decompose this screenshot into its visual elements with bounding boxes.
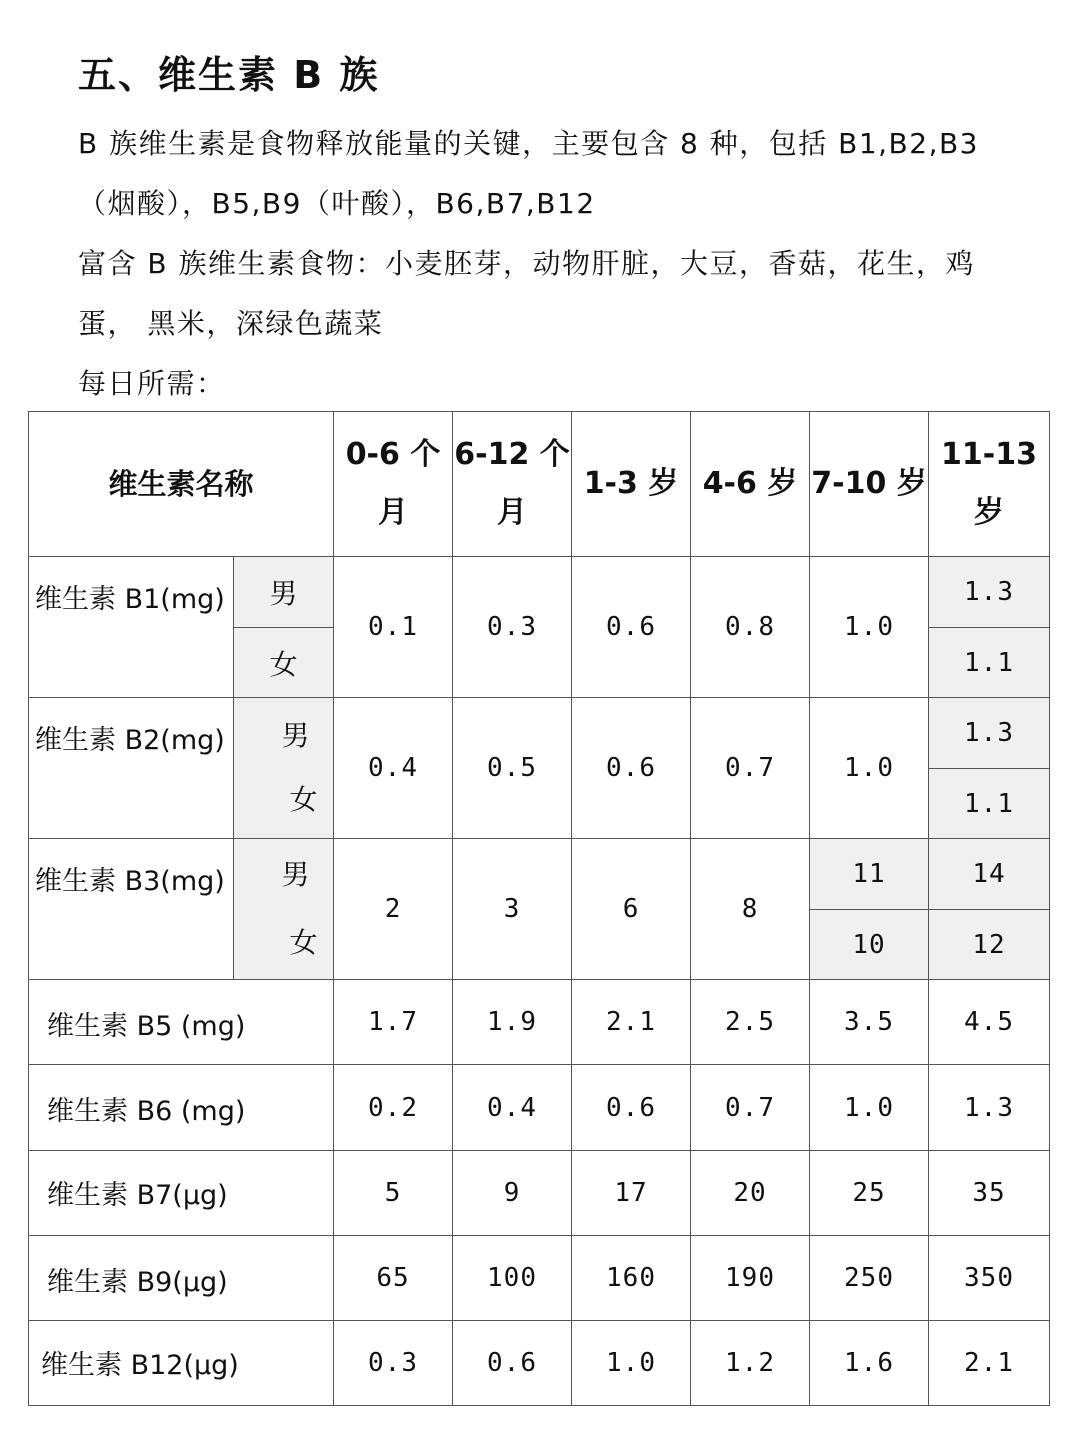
header-age: 4-6 岁 (691, 412, 810, 557)
value-cell: 0.4 (453, 1065, 572, 1151)
value-cell: 1.0 (810, 557, 929, 698)
value-cell: 65 (334, 1236, 453, 1321)
value-cell-female: 12 (929, 910, 1050, 980)
sex-female: 女 (289, 783, 318, 816)
value-cell: 0.6 (572, 557, 691, 698)
value-cell: 0.3 (334, 1321, 453, 1406)
value-cell: 160 (572, 1236, 691, 1321)
sex-male: 男 (281, 719, 310, 752)
value-cell: 2.5 (691, 980, 810, 1065)
value-cell: 3 (453, 839, 572, 980)
value-cell-male: 1.3 (929, 557, 1050, 628)
value-cell: 9 (453, 1151, 572, 1236)
value-cell: 3.5 (810, 980, 929, 1065)
sex-male: 男 (234, 557, 334, 628)
value-cell: 0.7 (691, 1065, 810, 1151)
daily-label: 每日所需： (78, 367, 226, 400)
value-cell: 8 (691, 839, 810, 980)
value-cell: 0.6 (572, 1065, 691, 1151)
value-cell: 0.8 (691, 557, 810, 698)
value-cell: 4.5 (929, 980, 1050, 1065)
value-cell-female: 1.1 (929, 769, 1050, 839)
value-cell: 190 (691, 1236, 810, 1321)
value-cell: 35 (929, 1151, 1050, 1236)
value-cell: 0.2 (334, 1065, 453, 1151)
row-name-b6: 维生素 B6 (mg) (29, 1065, 334, 1151)
value-cell: 0.7 (691, 698, 810, 839)
sex-male-female (234, 698, 334, 839)
value-cell-male: 14 (929, 839, 1050, 910)
row-name-b1: 维生素 B1(mg) (29, 557, 234, 698)
value-cell: 1.0 (810, 1065, 929, 1151)
foods-paragraph: 富含 B 族维生素食物：小麦胚芽，动物肝脏，大豆，香菇，花生，鸡蛋， 黑米，深绿色蔬菜 (78, 247, 976, 340)
row-name-b9: 维生素 B9(μg) (29, 1236, 334, 1321)
value-cell: 0.3 (453, 557, 572, 698)
header-vitamin-name: 维生素名称 (29, 412, 334, 557)
value-cell: 2.1 (572, 980, 691, 1065)
value-cell: 1.7 (334, 980, 453, 1065)
value-cell: 25 (810, 1151, 929, 1236)
value-cell: 0.1 (334, 557, 453, 698)
value-cell: 17 (572, 1151, 691, 1236)
value-cell: 2.1 (929, 1321, 1050, 1406)
header-age: 0-6 个月 (334, 412, 453, 557)
value-cell: 0.6 (572, 698, 691, 839)
value-cell: 20 (691, 1151, 810, 1236)
row-name-b2: 维生素 B2(mg) (29, 698, 234, 839)
value-cell-female: 1.1 (929, 628, 1050, 698)
value-cell: 0.4 (334, 698, 453, 839)
value-cell: 5 (334, 1151, 453, 1236)
value-cell-female: 10 (810, 910, 929, 980)
value-cell: 1.0 (810, 698, 929, 839)
row-name-b7: 维生素 B7(μg) (29, 1151, 334, 1236)
value-cell: 0.6 (453, 1321, 572, 1406)
page-title: 五、维生素 B 族 (78, 53, 380, 97)
value-cell: 250 (810, 1236, 929, 1321)
value-cell-male: 1.3 (929, 698, 1050, 769)
value-cell: 1.2 (691, 1321, 810, 1406)
value-cell: 350 (929, 1236, 1050, 1321)
value-cell: 0.5 (453, 698, 572, 839)
value-cell: 1.3 (929, 1065, 1050, 1151)
intro-paragraph: B 族维生素是食物释放能量的关键，主要包含 8 种，包括 B1,B2,B3（烟酸），B5,B9（叶酸），B6,B7,B12 (78, 127, 979, 220)
header-age: 7-10 岁 (810, 412, 929, 557)
value-cell: 100 (453, 1236, 572, 1321)
value-cell: 2 (334, 839, 453, 980)
value-cell: 6 (572, 839, 691, 980)
value-cell: 1.6 (810, 1321, 929, 1406)
header-age: 6-12 个月 (453, 412, 572, 557)
sex-female: 女 (289, 926, 318, 959)
header-age: 1-3 岁 (572, 412, 691, 557)
row-name-b3: 维生素 B3(mg) (29, 839, 234, 980)
sex-female: 女 (234, 628, 334, 698)
sex-male-female (234, 839, 334, 980)
vitamin-b-table (28, 411, 1050, 1406)
value-cell-male: 11 (810, 839, 929, 910)
row-name-b12: 维生素 B12(μg) (29, 1321, 334, 1406)
sex-male: 男 (281, 858, 310, 891)
row-name-b5: 维生素 B5 (mg) (29, 980, 334, 1065)
value-cell: 1.0 (572, 1321, 691, 1406)
header-age: 11-13 岁 (929, 412, 1050, 557)
value-cell: 1.9 (453, 980, 572, 1065)
